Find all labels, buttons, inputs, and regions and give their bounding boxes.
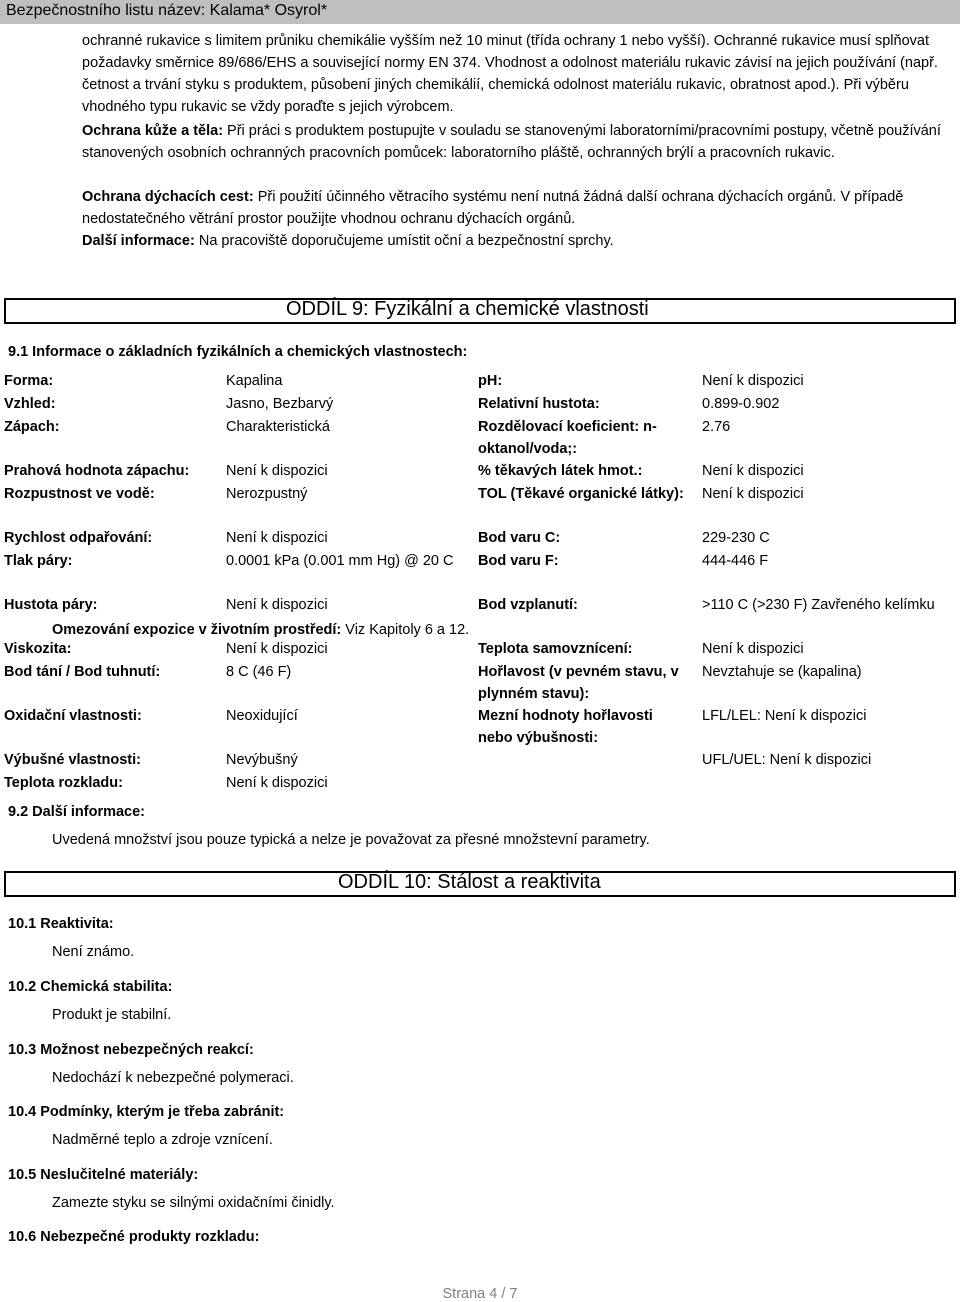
property-label: Viskozita: — [4, 641, 72, 657]
property-value: 0.0001 kPa (0.001 mm Hg) @ 20 C — [226, 553, 454, 569]
property-label: Tlak páry: — [4, 553, 73, 569]
other-information-label: Další informace: — [82, 233, 195, 249]
respiratory-protection-label: Ochrana dýchacích cest: — [82, 189, 254, 205]
environmental-exposure-paragraph — [52, 622, 469, 638]
property-label: Mezní hodnoty hořlavosti nebo výbušnosti: — [478, 708, 653, 746]
property-label: Výbušné vlastnosti: — [4, 752, 141, 768]
property-value: Nerozpustný — [226, 486, 308, 502]
environmental-exposure-text: Viz Kapitoly 6 a 12. — [341, 622, 470, 638]
property-value: >110 C (>230 F) Zavřeného kelímku — [702, 597, 935, 613]
property-value: Není k dispozici — [226, 597, 328, 613]
property-value: 444-446 F — [702, 553, 769, 569]
property-value: Není k dispozici — [226, 641, 328, 657]
section-9-title: ODDÍL 9: Fyzikální a chemické vlastnosti — [286, 298, 649, 320]
property-value: Není k dispozici — [226, 775, 328, 791]
property-value: LFL/LEL: Není k dispozici — [702, 708, 867, 724]
property-label: Rychlost odpařování: — [4, 530, 153, 546]
gloves-paragraph: ochranné rukavice s limitem průniku chemikálie vyšším než 10 minut (třída ochrany 1 nebo vyšší). Ochranné rukavice musí splňovat požadavky směrnice 89/686/EHS a související normy EN 374. Vhodnost a odolnost materiálu rukavic závisí na jejich používání (např. četnost a trvání styku s produktem, působení jiných chemikálií, chemická odolnost materiálu rukavic, obratnost apod.). Při výběru vhodného typu rukavic se vždy poraďte s jejich výrobcem. — [82, 33, 938, 115]
property-value: Není k dispozici — [702, 373, 804, 389]
property-label: % těkavých látek hmot.: — [478, 463, 643, 479]
property-value: 229-230 C — [702, 530, 770, 546]
property-label: Relativní hustota: — [478, 396, 600, 412]
property-label: Hořlavost (v pevném stavu, v plynném stavu): — [478, 664, 679, 702]
section-10-item-text: Zamezte styku se silnými oxidačními činidly. — [52, 1195, 335, 1211]
property-value: Nevztahuje se (kapalina) — [702, 664, 862, 680]
property-label: Prahová hodnota zápachu: — [4, 463, 190, 479]
property-value: Kapalina — [226, 373, 283, 389]
property-label: Hustota páry: — [4, 597, 98, 613]
property-label: pH: — [478, 373, 503, 389]
property-value: 2.76 — [702, 419, 731, 435]
property-value: 0.899-0.902 — [702, 396, 780, 412]
other-information-text: Na pracoviště doporučujeme umístit oční a bezpečnostní sprchy. — [194, 233, 614, 249]
environmental-exposure-label: Omezování expozice v životním prostředí: — [52, 622, 342, 638]
property-value: Není k dispozici — [226, 530, 328, 546]
respiratory-protection-text: Při použití účinného větracího systému není nutná žádná další ochrana dýchacích orgánů. V případě nedostatečného větrání prostor použijte vhodnou ochranu dýchacích orgánů. — [82, 189, 904, 227]
property-value: Jasno, Bezbarvý — [226, 396, 334, 412]
skin-protection-paragraph — [82, 120, 952, 164]
property-label: Forma: — [4, 373, 54, 389]
section-9-1-heading: 9.1 Informace o základních fyzikálních a chemických vlastnostech: — [8, 344, 468, 360]
section-10-item-heading: 10.1 Reaktivita: — [8, 916, 114, 932]
property-label: Bod vzplanutí: — [478, 597, 578, 613]
section-10-item-text: Nadměrné teplo a zdroje vznícení. — [52, 1132, 273, 1148]
property-value: Není k dispozici — [702, 486, 804, 502]
section-10-item-text: Není známo. — [52, 944, 135, 960]
property-label: Zápach: — [4, 419, 60, 435]
document-header-title: Bezpečnostního listu název: Kalama* Osyrol* — [6, 2, 328, 19]
document-header-bar — [0, 0, 960, 24]
property-label: Bod varu C: — [478, 530, 561, 546]
property-value: Není k dispozici — [702, 463, 804, 479]
property-value: Charakteristická — [226, 419, 330, 435]
property-value: Není k dispozici — [702, 641, 804, 657]
property-label: Teplota samovznícení: — [478, 641, 633, 657]
property-label: Bod tání / Bod tuhnutí: — [4, 664, 161, 680]
property-label: Vzhled: — [4, 396, 56, 412]
section-10-item-heading: 10.3 Možnost nebezpečných reakcí: — [8, 1042, 254, 1058]
property-value: Nevýbušný — [226, 752, 298, 768]
section-9-2-text: Uvedená množství jsou pouze typická a nelze je považovat za přesné množstevní parametry. — [52, 832, 650, 848]
skin-protection-label: Ochrana kůže a těla: — [82, 123, 224, 139]
section-10-item-text: Nedochází k nebezpečné polymeraci. — [52, 1070, 294, 1086]
section-10-item-heading: 10.6 Nebezpečné produkty rozkladu: — [8, 1229, 260, 1245]
section-10-item-heading: 10.2 Chemická stabilita: — [8, 979, 173, 995]
property-value: 8 C (46 F) — [226, 664, 292, 680]
property-value: Není k dispozici — [226, 463, 328, 479]
property-label: Bod varu F: — [478, 553, 559, 569]
section-9-2-heading: 9.2 Další informace: — [8, 804, 145, 820]
section-10-title: ODDÍL 10: Stálost a reaktivita — [338, 871, 601, 893]
page-number: Strana 4 / 7 — [442, 1286, 518, 1302]
section-10-item-text: Produkt je stabilní. — [52, 1007, 172, 1023]
property-value: UFL/UEL: Není k dispozici — [702, 752, 872, 768]
section-10-item-heading: 10.4 Podmínky, kterým je třeba zabránit: — [8, 1104, 285, 1120]
property-label: Rozdělovací koeficient: n-oktanol/voda;: — [478, 419, 657, 457]
section-10-item-heading: 10.5 Neslučitelné materiály: — [8, 1167, 199, 1183]
other-information-paragraph — [82, 230, 952, 252]
skin-protection-text: Při práci s produktem postupujte v souladu se stanovenými laboratorními/pracovními postupy, včetně používání stanovených osobních ochranných pracovních pomůcek: laboratorního pláště, ochranných brýlí a pracovních rukavic. — [82, 123, 941, 161]
property-label: Rozpustnost ve vodě: — [4, 486, 155, 502]
property-label: Teplota rozkladu: — [4, 775, 123, 791]
property-label: TOL (Těkavé organické látky): — [478, 486, 684, 502]
property-label: Oxidační vlastnosti: — [4, 708, 142, 724]
property-value: Neoxidující — [226, 708, 298, 724]
respiratory-protection-paragraph — [82, 186, 952, 230]
